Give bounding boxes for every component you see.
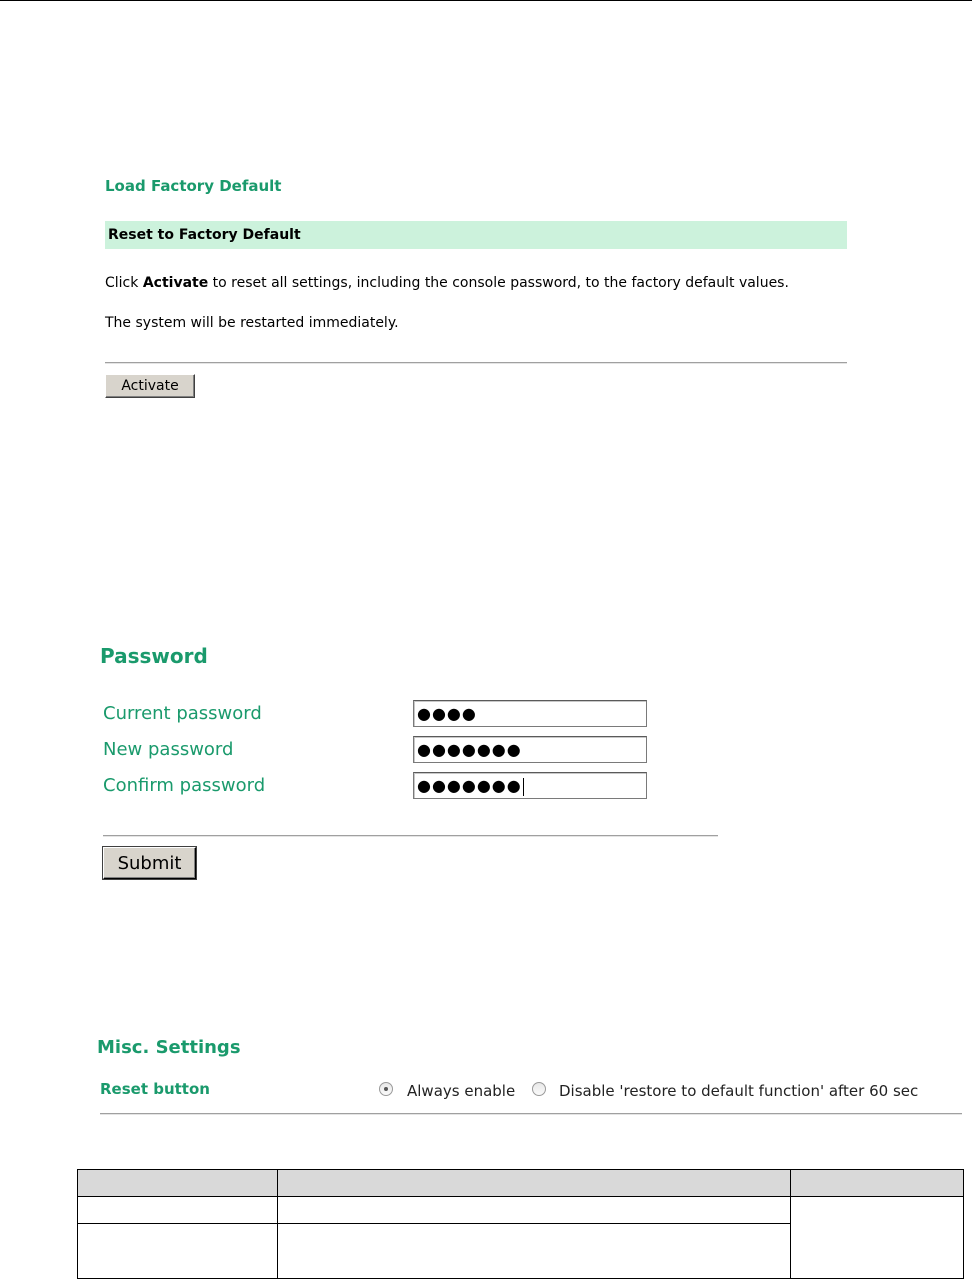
- current-password-field[interactable]: [413, 700, 647, 727]
- misc-settings-title: Misc. Settings: [97, 1037, 241, 1058]
- current-password-value: ●●●●: [417, 704, 477, 723]
- reset-description-prefix: Click: [105, 275, 143, 291]
- table-cell: [278, 1197, 791, 1224]
- divider: [100, 1113, 962, 1115]
- disable-restore-radio[interactable]: [532, 1082, 546, 1096]
- table-header-cell: [791, 1170, 964, 1197]
- table-row: [78, 1197, 964, 1224]
- confirm-password-field[interactable]: [413, 772, 647, 799]
- always-enable-label[interactable]: Always enable: [407, 1082, 516, 1100]
- activate-button[interactable]: Activate: [105, 374, 195, 398]
- settings-table: [77, 1169, 964, 1279]
- reset-description-suffix: to reset all settings, including the console password, to the factory default values.: [208, 275, 789, 291]
- divider: [105, 362, 847, 364]
- new-password-value: ●●●●●●●: [417, 740, 522, 759]
- new-password-field[interactable]: [413, 736, 647, 763]
- confirm-password-value: ●●●●●●●: [417, 776, 522, 795]
- confirm-password-label: Confirm password: [103, 775, 266, 796]
- disable-restore-label[interactable]: Disable 'restore to default function' after 60 sec: [559, 1082, 919, 1100]
- table-cell: [791, 1197, 964, 1279]
- reset-section-header-text: Reset to Factory Default: [108, 227, 301, 243]
- submit-button[interactable]: Submit: [103, 847, 196, 879]
- table-cell: [78, 1224, 278, 1279]
- reset-button-label: Reset button: [100, 1080, 210, 1098]
- load-factory-default-title: Load Factory Default: [105, 177, 282, 195]
- table-header-row: [78, 1170, 964, 1197]
- table-cell: [278, 1224, 791, 1279]
- table-cell: [78, 1197, 278, 1224]
- table-header-cell: [78, 1170, 278, 1197]
- password-title: Password: [100, 644, 208, 668]
- current-password-label: Current password: [103, 703, 262, 724]
- top-border-line: [0, 0, 972, 1]
- table-header-cell: [278, 1170, 791, 1197]
- confirm-password-dots: [417, 773, 524, 798]
- new-password-label: New password: [103, 739, 234, 760]
- reset-description-bold: Activate: [142, 275, 209, 291]
- divider: [103, 835, 718, 837]
- reset-section-header: [105, 221, 847, 249]
- restart-notice: The system will be restarted immediately.: [105, 315, 399, 331]
- text-caret: [523, 778, 524, 796]
- always-enable-radio[interactable]: [379, 1082, 393, 1096]
- reset-description: [105, 275, 789, 291]
- radio-selected-dot: [384, 1087, 388, 1091]
